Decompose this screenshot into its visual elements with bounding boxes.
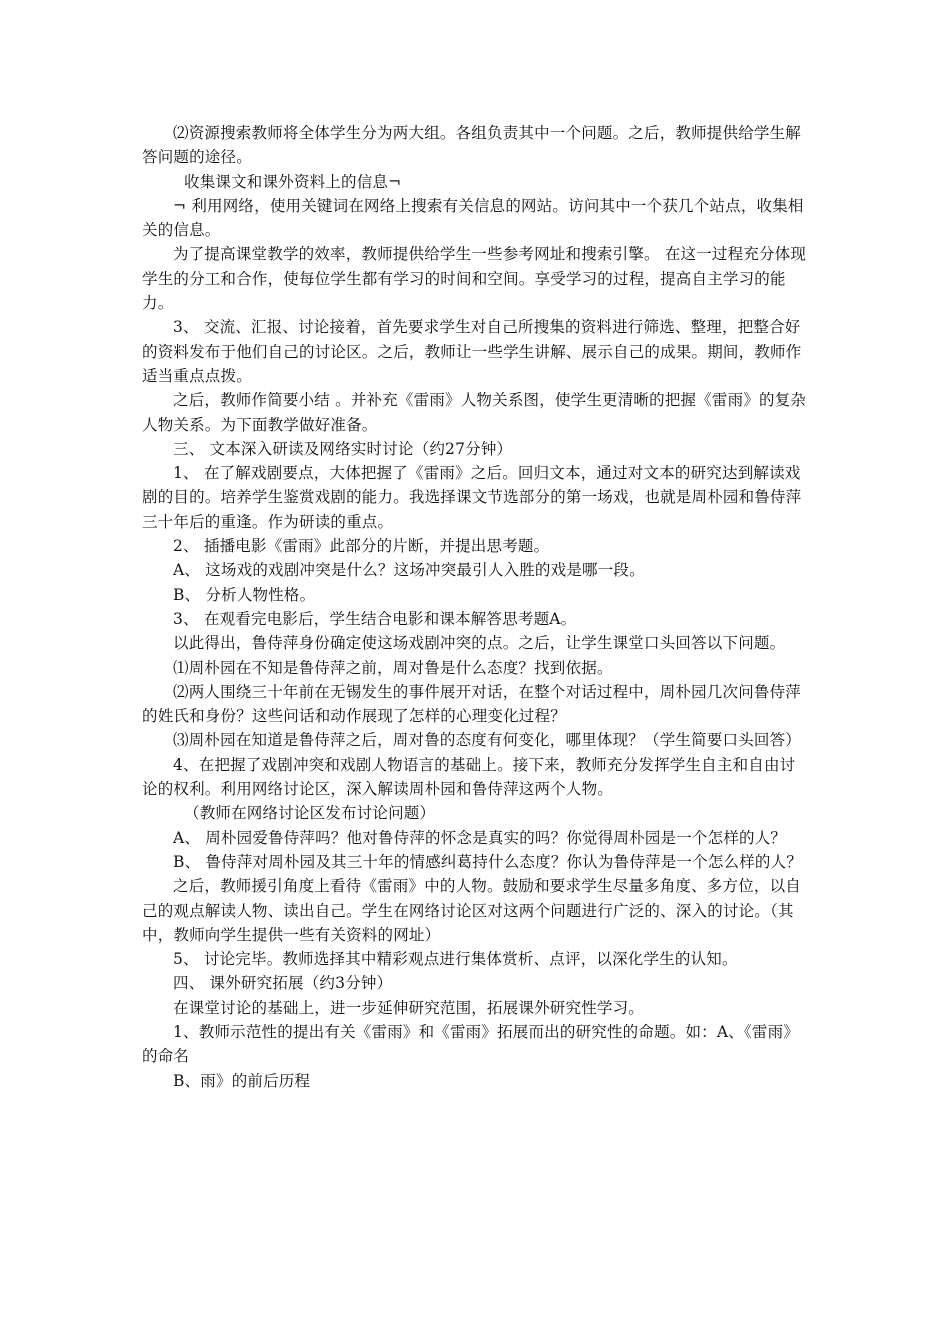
section-heading-three: 三、 文本深入研读及网络实时讨论（约27分钟） [173,439,513,458]
paragraph-resource-search: ⑵资源搜索教师将全体学生分为两大组。各组负责其中一个问题。之后，教师提供给学生解答问题的途径。 [142,124,802,167]
paragraph-conclusion: 以此得出，鲁侍萍身份确定使这场戏剧冲突的点。之后，让学生课堂口头回答以下问题。 [173,634,786,653]
question-a-conflict: A、 这场戏的戏剧冲突是什么？这场冲突最引人入胜的戏是哪一段。 [173,561,645,580]
document-body [142,121,810,1093]
paragraph-understand-drama: 1、 在了解戏剧要点，大体把握了《雷雨》之后。回归文本，通过对文本的研究达到解读戏剧的目的。培养学生鉴赏戏剧的能力。我选择课文节选部分的第一场戏，也就是周朴园和鲁侍萍三十年后的重逢。作为研读的重点。 [142,464,802,531]
section-heading-four: 四、 课外研究拓展（约3分钟） [173,974,393,993]
paragraph-extend-research: 在课堂讨论的基础上，进一步延伸研究范围，拓展课外研究性学习。 [173,998,645,1017]
question-1-attitude: ⑴周朴园在不知是鲁侍萍之前，周对鲁是什么态度？找到依据。 [173,658,613,677]
paragraph-discussion-done: 5、 讨论完毕。教师选择其中精彩观点进行集体赏析、点评，以深化学生的认知。 [173,950,738,969]
paragraph-collect-info: 收集课文和课外资料上的信息¬ [184,172,402,191]
paragraph-after-film: 3、 在观看完电影后，学生结合电影和课本解答思考题A。 [173,609,577,628]
paragraph-use-network: ¬ 利用网络，使用关键词在网络上搜索有关信息的网站。访问其中一个获几个站点，收集相关的信息。 [142,196,804,240]
question-a-zhou-love: A、 周朴园爱鲁侍萍吗？他对鲁侍萍的怀念是真实的吗？你觉得周朴园是一个怎样的人？ [173,828,787,847]
question-2-dialogue: ⑵两人围绕三十年前在无锡发生的事件展开对话，在整个对话过程中，周朴园几次问鲁侍萍的姓氏和身份？这些问话和动作展现了怎样的心理变化过程？ [142,682,802,726]
question-b-character: B、 分析人物性格。 [173,585,316,604]
question-3-change: ⑶周朴园在知道是鲁侍萍之后，周对鲁的态度有何变化，哪里体现？（学生简要口头回答） [173,731,802,750]
paragraph-play-film: 2、 插播电影《雷雨》此部分的片断，并提出思考题。 [173,537,550,556]
paragraph-discussion-rights: 4、在把握了戏剧冲突和戏剧人物语言的基础上。接下来，教师充分发挥学生自主和自由讨论的权利。利用网络讨论区，深入解读周朴园和鲁侍萍这两个人物。 [142,755,796,799]
paragraph-research-topics: 1、教师示范性的提出有关《雷雨》和《雷雨》拓展而出的研究性的命题。如：A、《雷雨》的命名 [142,1022,800,1066]
paragraph-teacher-posts: （教师在网络讨论区发布讨论问题） [184,804,436,823]
paragraph-efficiency: 为了提高课堂教学的效率，教师提供给学生一些参考网址和搜索引擎。 在这一过程充分体现学生的分工和合作，使每位学生都有学习的时间和空间。享受学习的过程，提高自主学习的能力。 [142,245,807,313]
paragraph-multi-angle: 之后，教师援引角度上看待《雷雨》中的人物。鼓励和要求学生尽量多角度、多方位，以自己的观点解读人物、读出自己。学生在网络讨论区对这两个问题进行广泛的、深入的讨论。（其中，教师向学生提供一些有关资料的网址） [142,877,802,944]
paragraph-summary: 之后，教师作简要小结 。并补充《雷雨》人物关系图，使学生更清晰的把握《雷雨》的复杂人物关系。为下面教学做好准备。 [142,391,807,434]
paragraph-topic-b: B、雨》的前后历程 [173,1071,311,1090]
question-b-lu-attitude: B、 鲁侍萍对周朴园及其三十年的情感纠葛持什么态度？你认为鲁侍萍是一个怎么样的人？ [173,852,803,871]
paragraph-exchange-report: 3、 交流、汇报、讨论接着，首先要求学生对自己所搜集的资料进行筛选、整理，把整合好的资料发布于他们自己的讨论区。之后，教师让一些学生讲解、展示自己的成果。期间，教师作适当重点点拨。 [142,318,802,385]
